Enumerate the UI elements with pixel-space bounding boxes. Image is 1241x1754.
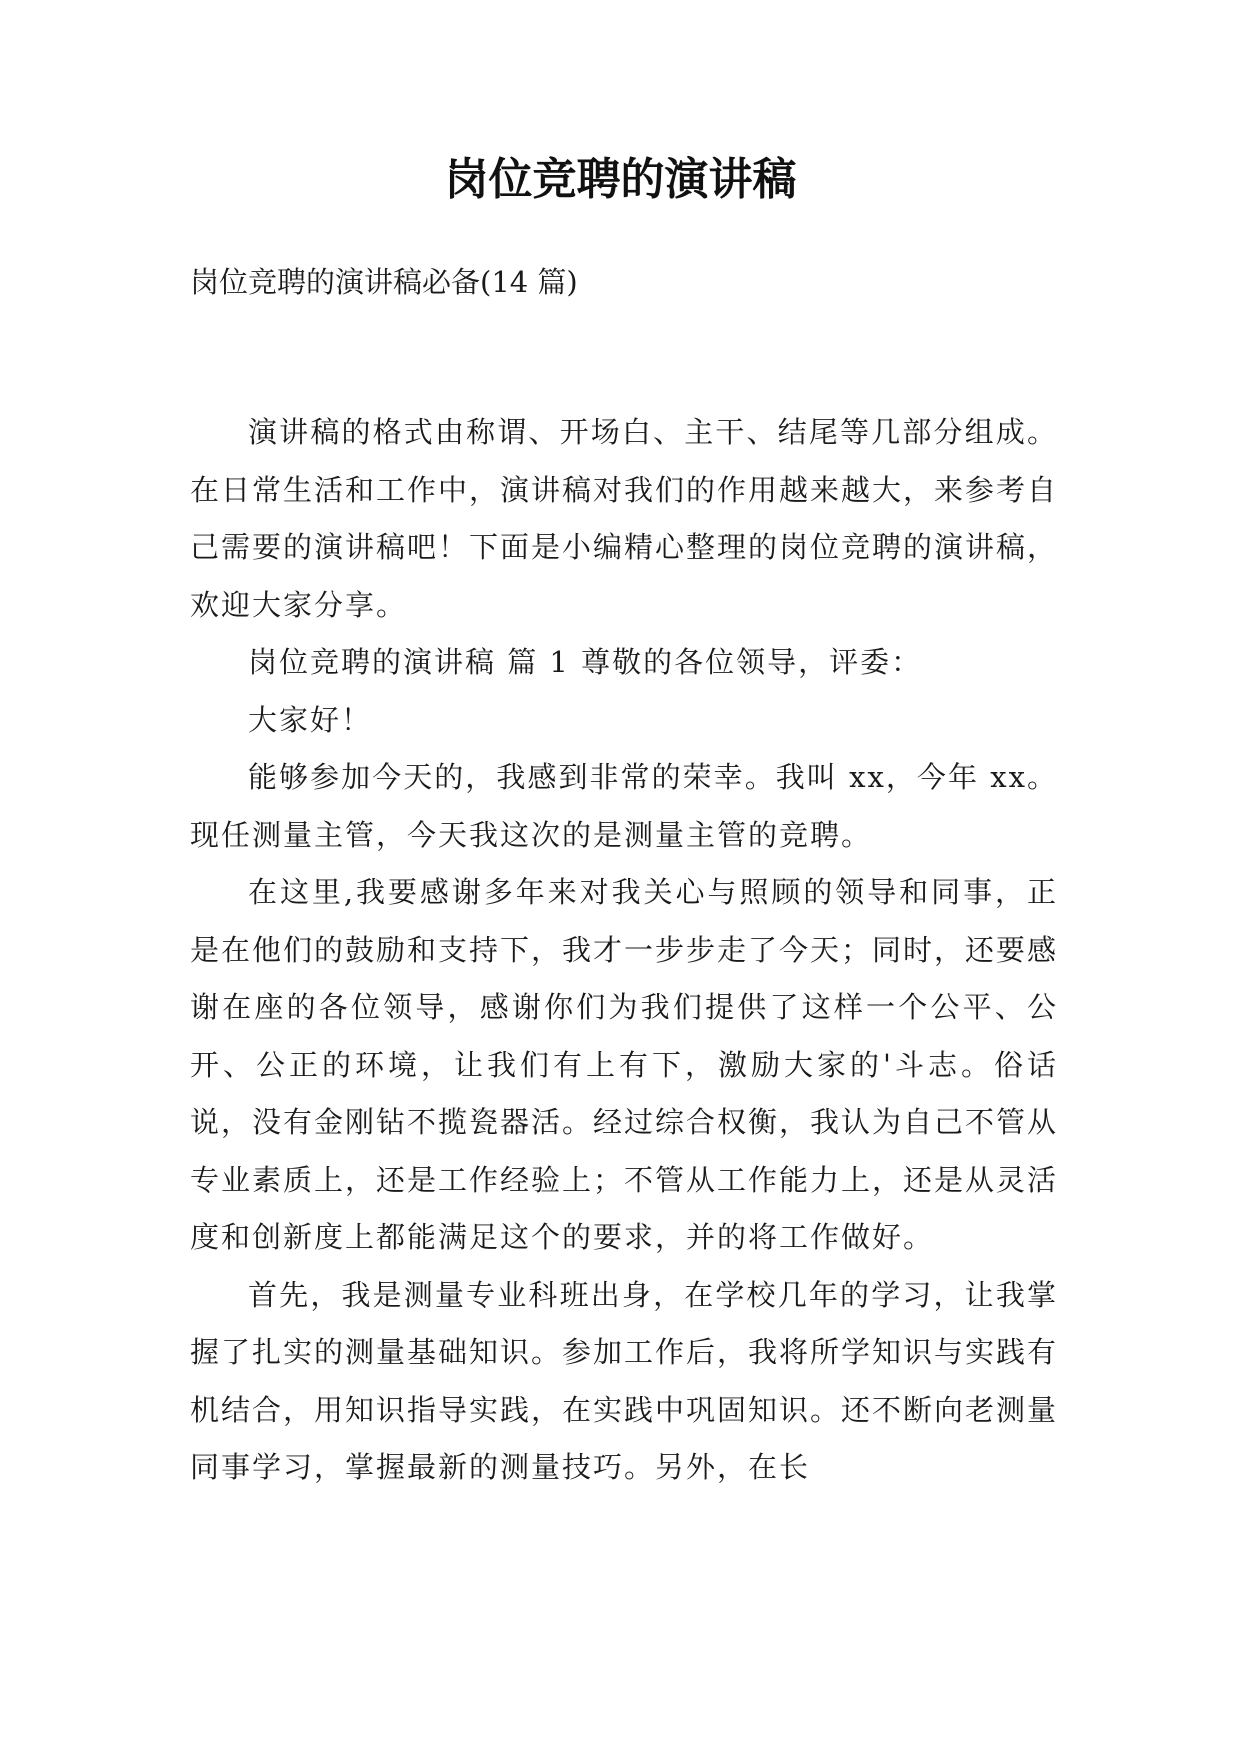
paragraph-self-intro: 能够参加今天的，我感到非常的荣幸。我叫 xx，今年 xx。现任测量主管，今天我这次的是测量主管的竞聘。 (190, 760, 1058, 852)
document-subtitle: 岗位竞聘的演讲稿必备(14 篇) (190, 265, 578, 299)
paragraph-greeting: 大家好！ (248, 702, 373, 737)
document-title: 岗位竞聘的演讲稿 (444, 154, 797, 205)
paragraph-speech-heading: 岗位竞聘的演讲稿 篇 1 尊敬的各位领导，评委： (248, 645, 923, 679)
paragraph-qualifications: 首先，我是测量专业科班出身，在学校几年的学习，让我掌握了扎实的测量基础知识。参加工作后，我将所学知识与实践有机结合，用知识指导实践，在实践中巩固知识。还不断向老测量同事学习，掌握最新的测量技巧。另外，在长 (190, 1277, 1059, 1484)
paragraph-thanks: 在这里,我要感谢多年来对我关心与照顾的领导和同事，正是在他们的鼓励和支持下，我才一步步走了今天；同时，还要感谢在座的各位领导，感谢你们为我们提供了这样一个公平、公开、公正的环境，让我们有上有下，激励大家的'斗志。俗话说，没有金刚钻不揽瓷器活。经过综合权衡，我认为自己不管从专业素质上，还是工作经验上；不管从工作能力上，还是从灵活度和创新度上都能满足这个的要求，并的将工作做好。 (190, 875, 1059, 1254)
paragraph-intro: 演讲稿的格式由称谓、开场白、主干、结尾等几部分组成。在日常生活和工作中，演讲稿对我们的作用越来越大，来参考自己需要的演讲稿吧！下面是小编精心整理的岗位竞聘的演讲稿，欢迎大家分享。 (190, 415, 1059, 622)
document-body (190, 404, 1058, 1497)
